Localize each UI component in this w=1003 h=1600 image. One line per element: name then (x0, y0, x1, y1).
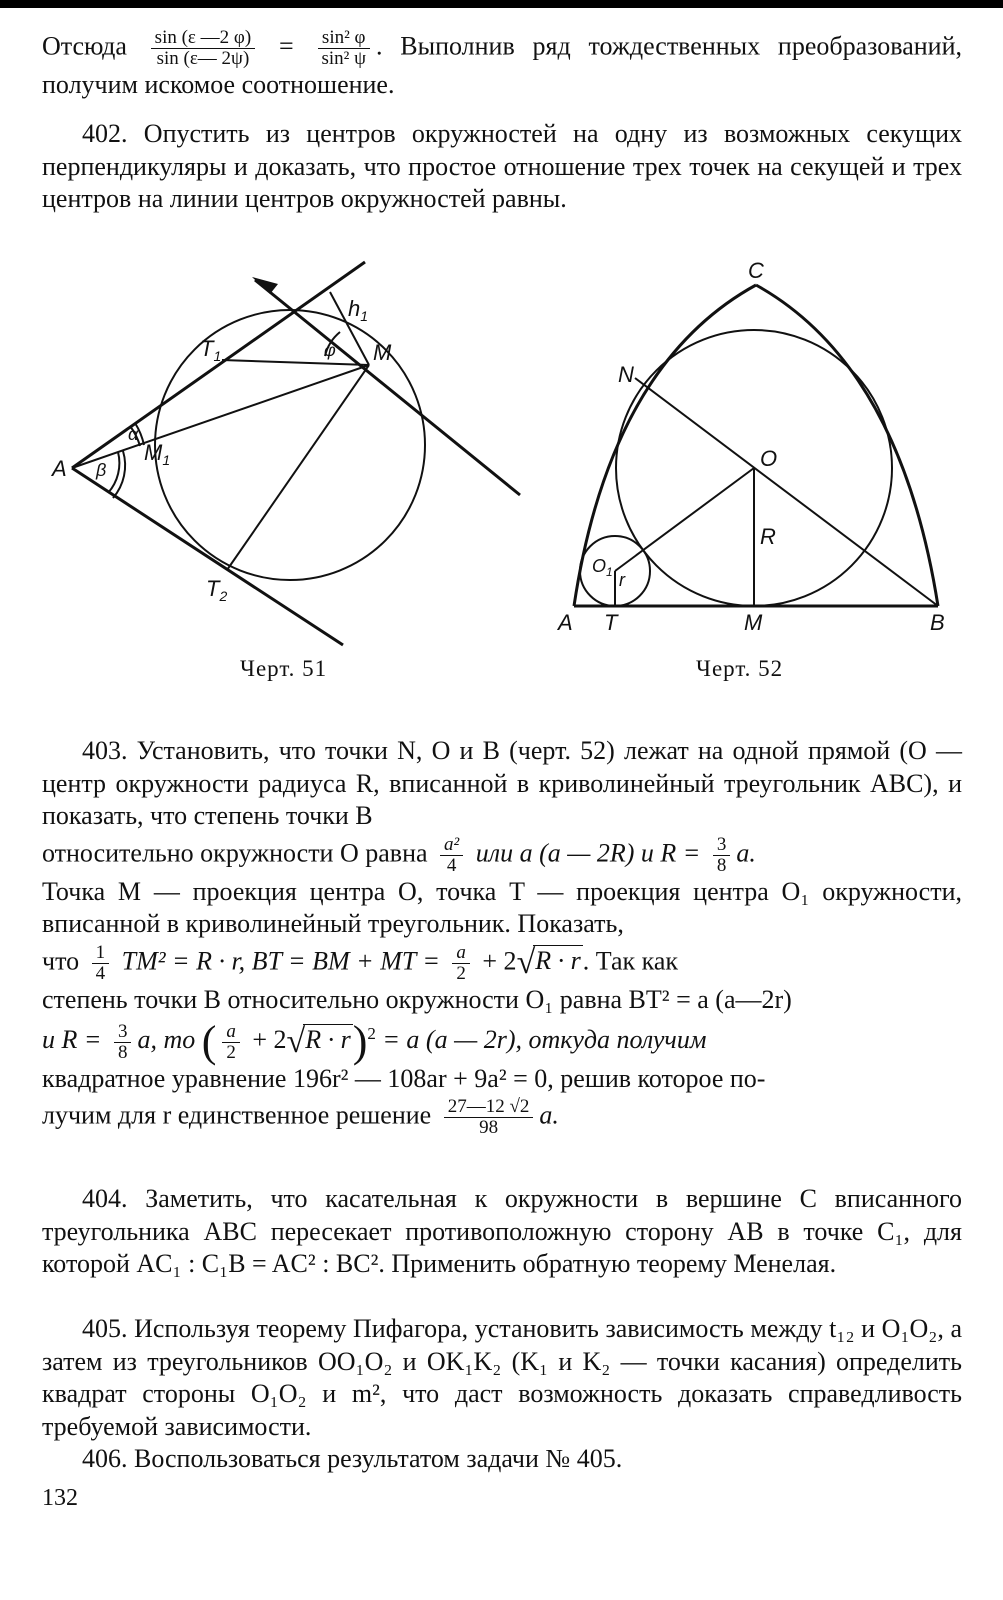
label-m1: $M_1$ (144, 440, 171, 468)
label-a: A (558, 610, 573, 635)
fraction: $\frac{a}{2}$ (222, 1022, 240, 1063)
line-o-o1 (615, 468, 754, 571)
tangent-at-m (255, 280, 520, 495)
label-o1: $O_1$ (592, 556, 613, 579)
figure-51-diagram (40, 250, 540, 670)
chord-m-t2 (227, 365, 369, 570)
line-a-m (72, 365, 369, 468)
line-n-o-b (635, 378, 938, 606)
label-m: M (373, 340, 392, 365)
label-a: A (52, 456, 67, 481)
chord-t1-m (222, 360, 369, 365)
arrow-head (252, 277, 278, 294)
label-n: N (618, 362, 634, 387)
label-t1: $T_1$ (200, 336, 222, 364)
label-o: O (760, 446, 778, 471)
fraction: $\frac{3}{8}$ (713, 835, 731, 876)
tangent-line-upper (72, 262, 365, 468)
scan-top-border (0, 0, 1003, 8)
fraction: $\frac{\sin (\varepsilon —2 \varphi)}{\sin (\varepsilon— 2\psi)}$ (151, 28, 256, 69)
figure-52-caption: Черт. 52 (696, 656, 784, 681)
label-beta: β (96, 460, 107, 480)
solution-406: 406. Воспользоваться результатом задачи № 405. (82, 1444, 623, 1473)
label-r: R (760, 524, 776, 549)
figure-52-diagram (540, 250, 980, 660)
solution-405: 405. Используя теорему Пифагора, установить зависимость между t₁₂ и O₁O₂, а затем из треугольников OO₁O₂ и OK₁K₂ (K₁ и K₂ — точки касания) определить квадрат стороны O₁O₂ и m², что даст возможность доказать справедливость требуемой зависимости. (42, 1314, 962, 1441)
label-h1: $h_1$ (348, 296, 369, 324)
fraction: $\frac{\text{a²}}{4}$ (440, 835, 463, 876)
label-c: C (748, 258, 764, 283)
solution-404: 404. Заметить, что касательная к окружности в вершине C вписанного треугольника ABC пересекает противоположную сторону AB в точке C₁, для которой AC₁ : C₁B = AC² : BC². Применить обратную теорему Менелая. (42, 1184, 962, 1278)
label-phi: φ (324, 340, 336, 360)
label-m: M (744, 610, 763, 635)
fraction: $\frac{a}{2}$ (452, 943, 470, 984)
solution-401-end: Отсюда $\frac{\sin (\varepsilon —2 \varphi)}{\sin (\varepsilon— 2\psi)}$ = $\frac{\text{sin² φ}}{\text{sin² ψ}}$ . Выполнив ряд тождественных преобразований, получим искомое соотношение. (42, 27, 962, 99)
tangent-line-lower (72, 468, 343, 645)
label-t2: $T_2$ (206, 576, 228, 604)
fraction: $\frac{27—12 √2}{98}$ (444, 1097, 534, 1138)
label-b: B (930, 610, 945, 635)
page-number: 132 (42, 1485, 78, 1511)
fraction: $\frac{\text{sin² φ}}{\text{sin² ψ}}$ (317, 28, 370, 69)
figure-51-caption: Черт. 51 (240, 656, 328, 681)
fraction: $\frac{1}{4}$ (92, 943, 110, 984)
label-r-small: r (619, 570, 625, 590)
solution-403: 403. Установить, что точки N, O и B (черт. 52) лежат на одной прямой (O — центр окружности радиуса R, вписанной в криволинейный треугольник ABC), и показать, что степень точки B относительно окружности O равна $\frac{\text{a²}}{4}$ или a (a — 2R) и R = $\frac{3}{8}$ a. Точка M — проекция центра O, точка T — проекция центра O₁ окружности, вписанной в криволинейный треугольник. Показать, что $\frac{1}{4}$ TM² = R · r, BT = BM + MT = $\frac{a}{2}$ + 2√R · r. Так как степень точки B относительно окружности O₁ равна BT² = a (a—2r) и R = $\frac{3}{8}$ a, то ( $\frac{a}{2}$ + 2√R · r)$^2$ = a (a — 2r), откуда получим квадратное уравнение 196r² — 108ar + 9a² = 0, решив которое по- лучим для r единственное решение $\frac{27—12 √2}{98}$ a. (42, 736, 962, 1139)
label-alpha: α (128, 424, 139, 444)
solution-402: 402. Опустить из центров окружностей на одну из возможных секущих перпендикуляры и доказать, что простое отношение трех точек на секущей и трех центров на линии центров окружностей равны. (42, 119, 962, 213)
fraction: $\frac{3}{8}$ (114, 1022, 132, 1063)
label-t: T (604, 610, 618, 635)
